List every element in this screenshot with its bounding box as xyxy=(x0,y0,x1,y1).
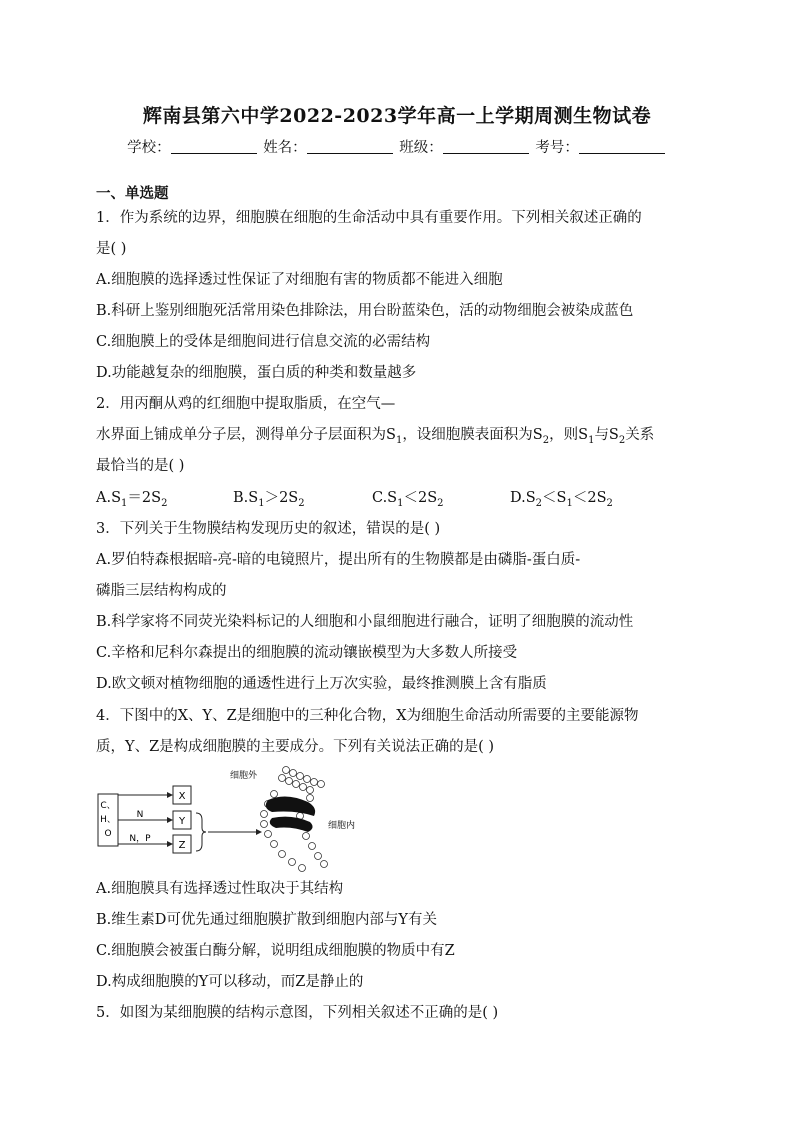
name-blank[interactable] xyxy=(307,139,393,154)
q4-stem-line1: 4．下图中的X、Y、Z是细胞中的三种化合物，X为细胞生命活动所需要的主要能源物 xyxy=(96,708,639,724)
outside-label: 细胞外 xyxy=(230,771,258,781)
element-h: H、 xyxy=(100,815,116,825)
q1-stem-line1: 1．作为系统的边界，细胞膜在细胞的生命活动中具有重要作用。下列相关叙述正确的 xyxy=(96,210,642,226)
school-blank[interactable] xyxy=(171,139,257,154)
brace xyxy=(196,813,206,851)
q3-option-a-line2: 磷脂三层结构构成的 xyxy=(96,583,227,599)
q4-option-a: A.细胞膜具有选择透过性取决于其结构 xyxy=(96,881,344,897)
q1-option-b: B.科研上鉴别细胞死活常用染色排除法，用台盼蓝染色，活的动物细胞会被染成蓝色 xyxy=(96,303,634,319)
section-title: 一、单选题 xyxy=(96,185,169,202)
q1-option-d: D.功能越复杂的细胞膜，蛋白质的种类和数量越多 xyxy=(96,365,417,381)
q3-option-a-line1: A.罗伯特森根据暗-亮-暗的电镜照片，提出所有的生物膜都是由磷脂-蛋白质- xyxy=(96,552,581,568)
label-y: Y xyxy=(178,816,186,827)
q1-option-a: A.细胞膜的选择透过性保证了对细胞有害的物质都不能进入细胞 xyxy=(96,272,503,288)
q3-stem: 3．下列关于生物膜结构发现历史的叙述，错误的是( ) xyxy=(96,521,441,537)
school-label: 学校： xyxy=(127,140,171,156)
class-label: 班级： xyxy=(399,140,443,156)
q3-option-d: D.欧文顿对植物细胞的通透性进行上万次实验，最终推测膜上含有脂质 xyxy=(96,676,547,692)
exam-no-label: 考号： xyxy=(535,140,579,156)
q3-option-b: B.科学家将不同荧光染料标记的人细胞和小鼠细胞进行融合，证明了细胞膜的流动性 xyxy=(96,614,634,630)
arrowhead-membrane xyxy=(256,829,262,835)
q2-stem-line1: 2．用丙酮从鸡的红细胞中提取脂质，在空气— xyxy=(96,396,396,412)
q3-option-c: C.辛格和尼科尔森提出的细胞膜的流动镶嵌模型为大多数人所接受 xyxy=(96,645,518,661)
q2-stem-line3: 最恰当的是( ) xyxy=(96,458,185,474)
np-label: N，P xyxy=(129,834,151,844)
q1-stem-line2: 是( ) xyxy=(96,241,127,257)
element-c: C、 xyxy=(100,801,116,811)
q4-diagram xyxy=(96,764,396,874)
class-blank[interactable] xyxy=(443,139,529,154)
q2-option-c: $C.S_1<2S_2$ xyxy=(372,490,444,509)
label-x: X xyxy=(178,791,186,802)
exam-no-blank[interactable] xyxy=(579,139,665,154)
q5-stem: 5．如图为某细胞膜的结构示意图，下列相关叙述不正确的是( ) xyxy=(96,1005,499,1021)
label-z: Z xyxy=(178,840,186,851)
q2-option-a: $A.S_1=2S_2$ xyxy=(96,490,168,509)
name-label: 姓名： xyxy=(263,140,307,156)
q2-option-d: $D.S_2<S_1<2S_2$ xyxy=(510,490,613,509)
q2-option-b: $B.S_1>2S_2$ xyxy=(233,490,305,509)
q4-option-d: D.构成细胞膜的Y可以移动，而Z是静止的 xyxy=(96,974,364,990)
inside-label: 细胞内 xyxy=(328,821,356,831)
q4-stem-line2: 质，Y、Z是构成细胞膜的主要成分。下列有关说法正确的是( ) xyxy=(96,739,495,755)
arrowhead-y xyxy=(167,817,173,823)
membrane-proteins xyxy=(266,796,315,832)
exam-title: 辉南县第六中学2022-2023学年高一上学期周测生物试卷 xyxy=(142,105,652,127)
q4-option-b: B.维生素D可优先通过细胞膜扩散到细胞内部与Y有关 xyxy=(96,912,437,928)
student-info-row xyxy=(0,136,794,157)
element-o: O xyxy=(104,829,112,839)
q1-option-c: C.细胞膜上的受体是细胞间进行信息交流的必需结构 xyxy=(96,334,431,350)
n-label: N xyxy=(136,810,144,820)
arrowhead-x xyxy=(167,792,173,798)
q2-stem-line2: 水界面上铺成单分子层，测得单分子层面积为$S_1$，设细胞膜表面积为$S_2$，则$S_1$与$S_2$关系 xyxy=(96,427,655,446)
q4-option-c: C.细胞膜会被蛋白酶分解，说明组成细胞膜的物质中有Z xyxy=(96,943,455,959)
arrowhead-z xyxy=(167,841,173,847)
